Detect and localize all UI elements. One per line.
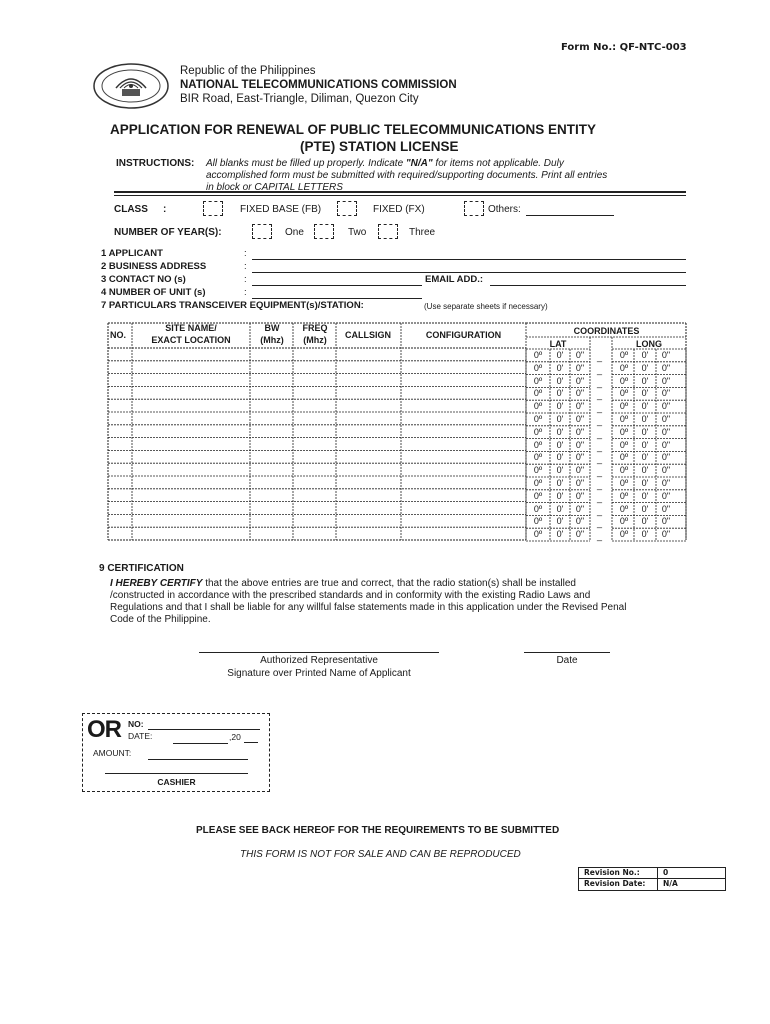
lat-cell[interactable]: 0º <box>533 465 543 476</box>
instructions-line3: in block or CAPITAL LETTERS <box>206 182 343 193</box>
form-number: Form No.: QF-NTC-003 <box>561 42 687 53</box>
lat-cell[interactable]: 0" <box>575 362 585 373</box>
long-cell[interactable]: 0' <box>641 529 649 540</box>
lat-cell[interactable]: 0" <box>575 375 585 386</box>
lat-cell[interactable]: 0º <box>533 414 543 424</box>
class-colon: : <box>163 204 167 215</box>
lat-cell[interactable]: 0" <box>575 426 585 437</box>
cashier-label: CASHIER <box>157 777 196 787</box>
coord-separator: _ <box>597 531 603 542</box>
or-no-label: NO: <box>128 719 144 729</box>
long-cell[interactable]: 0" <box>661 388 671 399</box>
long-cell[interactable]: 0' <box>641 439 649 450</box>
lat-cell[interactable]: 0º <box>533 426 543 437</box>
long-cell[interactable]: 0" <box>661 414 671 424</box>
lat-cell[interactable]: 0' <box>556 503 564 514</box>
coord-separator: _ <box>597 518 603 529</box>
long-cell[interactable]: 0º <box>619 388 629 399</box>
long-cell[interactable]: 0" <box>661 503 671 514</box>
or-date-input[interactable] <box>173 743 228 744</box>
long-cell[interactable]: 0' <box>641 362 649 373</box>
long-cell[interactable]: 0" <box>661 362 671 373</box>
others-label: Others: <box>488 204 521 215</box>
lat-cell[interactable]: 0º <box>533 375 543 386</box>
coord-separator: _ <box>597 467 603 478</box>
certification-line4: Code of the Philippine. <box>110 614 211 625</box>
revision-divider-v <box>657 868 658 890</box>
lat-cell[interactable]: 0º <box>533 362 543 373</box>
lat-cell[interactable]: 0º <box>533 401 543 412</box>
header-agency: NATIONAL TELECOMMUNICATIONS COMMISSION <box>180 79 457 91</box>
lat-cell[interactable]: 0º <box>533 350 543 360</box>
year-one-label: One <box>285 227 304 238</box>
lat-cell[interactable]: 0" <box>575 401 585 412</box>
col-site-header-2: EXACT LOCATION <box>151 335 231 345</box>
long-cell[interactable]: 0" <box>661 401 671 412</box>
lat-cell[interactable]: 0' <box>556 465 564 476</box>
col-freq-header-1: FREQ <box>302 323 328 333</box>
col-site-header-1: SITE NAME/ <box>165 323 217 333</box>
long-cell[interactable]: 0' <box>641 401 649 412</box>
lat-cell[interactable]: 0º <box>533 439 543 450</box>
particulars-note: (Use separate sheets if necessary) <box>424 302 548 311</box>
long-cell[interactable]: 0º <box>619 465 629 476</box>
lat-cell[interactable]: 0º <box>533 478 543 488</box>
lat-cell[interactable]: 0" <box>575 350 585 360</box>
lat-cell[interactable]: 0º <box>533 503 543 514</box>
form-title-line1: APPLICATION FOR RENEWAL OF PUBLIC TELECOMMUNICATIONS ENTITY <box>110 122 596 137</box>
coord-separator: _ <box>597 364 603 375</box>
revision-no-value: 0 <box>663 868 669 877</box>
long-cell[interactable]: 0' <box>641 426 649 437</box>
coord-separator: _ <box>597 352 603 362</box>
certification-line1: I HEREBY CERTIFY that the above entries are true and correct, that the radio station(s) shall be installed <box>110 578 576 589</box>
instructions-line2: accomplished form must be submitted with required/supporting documents. Print all entries <box>206 170 608 181</box>
fixed-label: FIXED (FX) <box>373 204 425 215</box>
long-cell[interactable]: 0' <box>641 490 649 501</box>
applicant-label: 1 APPLICANT <box>101 248 163 259</box>
lat-cell[interactable]: 0º <box>533 452 543 463</box>
years-label: NUMBER OF YEAR(S): <box>114 227 222 238</box>
coord-separator: _ <box>597 377 603 388</box>
contact-no-colon: : <box>244 274 247 285</box>
coord-separator: _ <box>597 454 603 465</box>
lat-cell[interactable]: 0' <box>556 426 564 437</box>
col-bw-header-2: (Mhz) <box>260 335 284 345</box>
certification-line3: Regulations and that I shall be liable for any willful false statements made in this application under the Revised Penal <box>110 602 627 613</box>
business-address-label: 2 BUSINESS ADDRESS <box>101 261 207 272</box>
lat-cell[interactable]: 0" <box>575 490 585 501</box>
class-label: CLASS <box>114 204 148 215</box>
certification-title: 9 CERTIFICATION <box>99 563 184 574</box>
long-cell[interactable]: 0º <box>619 529 629 540</box>
col-callsign-header: CALLSIGN <box>345 330 391 340</box>
requirements-note: PLEASE SEE BACK HEREOF FOR THE REQUIREMENTS TO BE SUBMITTED <box>196 825 560 836</box>
coord-separator: _ <box>597 505 603 516</box>
long-cell[interactable]: 0" <box>661 350 671 360</box>
or-label: OR <box>87 716 121 743</box>
coord-separator: _ <box>597 441 603 452</box>
lat-cell[interactable]: 0' <box>556 401 564 412</box>
lat-cell[interactable]: 0º <box>533 388 543 399</box>
long-cell[interactable]: 0º <box>619 478 629 488</box>
or-year-input[interactable] <box>244 742 258 743</box>
long-cell[interactable]: 0º <box>619 490 629 501</box>
lat-cell[interactable]: 0' <box>556 452 564 463</box>
unit-count-colon: : <box>244 287 247 298</box>
lat-cell[interactable]: 0' <box>556 439 564 450</box>
lat-cell[interactable]: 0' <box>556 478 564 488</box>
lat-cell[interactable]: 0' <box>556 362 564 373</box>
long-cell[interactable]: 0' <box>641 452 649 463</box>
lat-cell[interactable]: 0" <box>575 465 585 476</box>
or-no-input[interactable] <box>148 729 260 730</box>
lat-cell[interactable]: 0' <box>556 350 564 360</box>
long-cell[interactable]: 0' <box>641 375 649 386</box>
lat-cell[interactable]: 0" <box>575 452 585 463</box>
long-cell[interactable]: 0" <box>661 516 671 527</box>
lat-cell[interactable]: 0" <box>575 439 585 450</box>
long-cell[interactable]: 0º <box>619 426 629 437</box>
long-cell[interactable]: 0' <box>641 388 649 399</box>
long-cell[interactable]: 0' <box>641 516 649 527</box>
coord-separator: _ <box>597 416 603 426</box>
lat-cell[interactable]: 0' <box>556 516 564 527</box>
signature-caption: Signature over Printed Name of Applicant <box>227 668 411 679</box>
long-cell[interactable]: 0º <box>619 350 629 360</box>
coord-separator: _ <box>597 403 603 414</box>
date-line[interactable] <box>524 652 610 653</box>
long-cell[interactable]: 0º <box>619 439 629 450</box>
authorized-rep-label: Authorized Representative <box>260 655 378 666</box>
long-cell[interactable]: 0' <box>641 350 649 360</box>
lat-cell[interactable]: 0" <box>575 503 585 514</box>
long-cell[interactable]: 0' <box>641 465 649 476</box>
lat-cell[interactable]: 0' <box>556 414 564 424</box>
long-cell[interactable]: 0º <box>619 414 629 424</box>
long-cell[interactable]: 0º <box>619 452 629 463</box>
long-cell[interactable]: 0" <box>661 478 671 488</box>
long-cell[interactable]: 0º <box>619 516 629 527</box>
revision-table <box>578 867 726 891</box>
lat-cell[interactable]: 0" <box>575 388 585 399</box>
long-cell[interactable]: 0" <box>661 465 671 476</box>
contact-no-label: 3 CONTACT NO (s) <box>101 274 186 285</box>
col-lat-header: LAT <box>549 339 567 349</box>
fixed-base-label: FIXED BASE (FB) <box>240 204 322 215</box>
header-republic: Republic of the Philippines <box>180 65 316 77</box>
col-long-header: LONG <box>636 339 662 349</box>
or-year-label: ,20 <box>229 732 241 742</box>
long-cell[interactable]: 0º <box>619 375 629 386</box>
or-box <box>82 713 270 792</box>
lat-cell[interactable]: 0" <box>575 414 585 424</box>
lat-cell[interactable]: 0" <box>575 529 585 540</box>
long-cell[interactable]: 0' <box>641 503 649 514</box>
unit-count-label: 4 NUMBER OF UNIT (s) <box>101 287 206 298</box>
long-cell[interactable]: 0' <box>641 414 649 424</box>
coord-separator: _ <box>597 428 603 439</box>
amount-label: AMOUNT: <box>93 748 132 758</box>
amount-input[interactable] <box>148 759 248 760</box>
long-cell[interactable]: 0" <box>661 426 671 437</box>
revision-no-label: Revision No.: <box>584 868 640 877</box>
instructions-line1: All blanks must be filled up properly. Indicate "N/A" for items not applicable. Duly <box>206 158 564 169</box>
long-cell[interactable]: 0" <box>661 452 671 463</box>
applicant-colon: : <box>244 248 247 259</box>
lat-cell[interactable]: 0" <box>575 478 585 488</box>
long-cell[interactable]: 0º <box>619 362 629 373</box>
lat-cell[interactable]: 0" <box>575 516 585 527</box>
year-two-label: Two <box>348 227 367 238</box>
long-cell[interactable]: 0" <box>661 529 671 540</box>
long-cell[interactable]: 0' <box>641 478 649 488</box>
not-for-sale-note: THIS FORM IS NOT FOR SALE AND CAN BE REPRODUCED <box>240 849 521 860</box>
coord-separator: _ <box>597 480 603 490</box>
or-date-label: DATE: <box>128 731 153 741</box>
signature-line[interactable] <box>199 652 439 653</box>
business-address-colon: : <box>244 261 247 272</box>
year-three-label: Three <box>409 227 436 238</box>
certification-line2: /constructed in accordance with the prescribed standards and in conformity with the existing Radio Laws and <box>110 590 591 601</box>
col-freq-header-2: (Mhz) <box>303 335 327 345</box>
lat-cell[interactable]: 0º <box>533 490 543 501</box>
revision-date-value: N/A <box>663 879 678 888</box>
lat-cell[interactable]: 0' <box>556 490 564 501</box>
instructions-label: INSTRUCTIONS: <box>116 158 195 169</box>
lat-cell[interactable]: 0' <box>556 388 564 399</box>
form-title-line2: (PTE) STATION LICENSE <box>300 139 459 154</box>
date-label: Date <box>556 655 578 666</box>
long-cell[interactable]: 0º <box>619 401 629 412</box>
header-address: BIR Road, East-Triangle, Diliman, Quezon City <box>180 93 419 105</box>
col-no-header: NO. <box>110 330 127 340</box>
lat-cell[interactable]: 0' <box>556 529 564 540</box>
email-label: EMAIL ADD.: <box>425 274 484 285</box>
coord-separator: _ <box>597 390 603 401</box>
cashier-signature-line[interactable] <box>105 773 248 774</box>
long-cell[interactable]: 0" <box>661 439 671 450</box>
lat-cell[interactable]: 0' <box>556 375 564 386</box>
coord-separator: _ <box>597 492 603 503</box>
col-bw-header-1: BW <box>264 323 280 333</box>
revision-date-label: Revision Date: <box>584 879 646 888</box>
lat-cell[interactable]: 0º <box>533 529 543 540</box>
long-cell[interactable]: 0º <box>619 503 629 514</box>
long-cell[interactable]: 0" <box>661 490 671 501</box>
particulars-label: 7 PARTICULARS TRANSCEIVER EQUIPMENT(s)/STATION: <box>101 300 364 311</box>
col-coordinates-header: COORDINATES <box>573 326 640 336</box>
col-configuration-header: CONFIGURATION <box>425 330 502 340</box>
long-cell[interactable]: 0" <box>661 375 671 386</box>
lat-cell[interactable]: 0º <box>533 516 543 527</box>
